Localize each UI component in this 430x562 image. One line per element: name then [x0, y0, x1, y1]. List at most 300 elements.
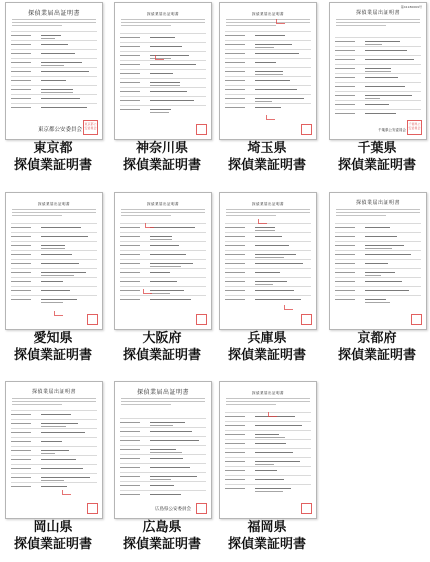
- row-value: [150, 290, 184, 291]
- row-label: [225, 452, 245, 453]
- text-line: [226, 25, 276, 26]
- row-value: [365, 302, 390, 303]
- certificate-title: 探偵業届出証明書: [252, 12, 284, 16]
- certificate-document-image[interactable]: [114, 2, 212, 140]
- red-stamp-mark: [54, 311, 63, 316]
- certificate-row: [11, 241, 97, 250]
- certificate-row: [335, 268, 421, 277]
- text-line: [12, 404, 62, 405]
- prefecture-name: 広島県: [142, 520, 182, 535]
- row-label: [120, 46, 140, 47]
- row-label: [225, 53, 245, 54]
- certificate-row: [225, 223, 311, 232]
- certificate-row: [225, 40, 311, 49]
- certificate-caption: [0, 330, 111, 364]
- row-value: [41, 480, 64, 481]
- certificate-row: [11, 428, 97, 437]
- row-value: [41, 275, 74, 276]
- text-line: [12, 401, 96, 402]
- certificate-document-image[interactable]: [219, 381, 317, 519]
- row-label: [335, 50, 355, 51]
- row-value: [365, 263, 388, 264]
- certificate-row: [11, 49, 97, 58]
- certificate-row: [11, 482, 97, 491]
- certificate-row: [120, 268, 206, 277]
- certificate-row: [11, 40, 97, 49]
- certificate-row: [335, 37, 421, 46]
- row-label: [11, 450, 31, 451]
- row-value: [150, 272, 170, 273]
- row-value: [41, 423, 78, 424]
- row-value: [255, 290, 294, 291]
- certificate-caption: [209, 330, 325, 364]
- row-value: [365, 98, 380, 99]
- certificate-row: [120, 87, 206, 96]
- row-value: [150, 82, 180, 83]
- row-value: [365, 113, 396, 114]
- certificate-row: [225, 457, 311, 466]
- text-line: [12, 22, 96, 23]
- row-value: [41, 62, 82, 63]
- row-label: [335, 68, 355, 69]
- certificate-document-image[interactable]: [5, 192, 103, 330]
- row-value: [150, 458, 183, 459]
- certificate-label: 探偵業証明書: [122, 537, 201, 552]
- row-value: [150, 299, 191, 300]
- certificate-caption: [319, 140, 430, 174]
- row-value: [41, 248, 65, 249]
- row-label: [11, 53, 31, 54]
- certificate-row: [335, 232, 421, 241]
- row-label: [11, 71, 31, 72]
- certificate-row: [335, 286, 421, 295]
- certificate-title: 探偵業届出証明書: [147, 12, 179, 16]
- row-label: [120, 272, 140, 273]
- row-label: [225, 107, 245, 108]
- certificate-label: 探偵業証明書: [227, 158, 306, 173]
- row-value: [150, 85, 180, 86]
- row-value: [365, 236, 397, 237]
- row-label: [120, 55, 140, 56]
- row-label: [225, 290, 245, 291]
- text-line: [226, 22, 310, 23]
- row-label: [11, 62, 31, 63]
- row-label: [335, 290, 355, 291]
- certificate-label: 探偵業証明書: [13, 158, 92, 173]
- row-label: [225, 80, 245, 81]
- row-label: [11, 299, 31, 300]
- row-value: [255, 281, 287, 282]
- row-label: [11, 272, 31, 273]
- certificate-row: [120, 436, 206, 445]
- row-value: [255, 425, 302, 426]
- row-value: [150, 431, 192, 432]
- row-value: [41, 98, 80, 99]
- row-value: [41, 432, 85, 433]
- prefecture-name: 東京都: [33, 141, 73, 156]
- row-value: [255, 284, 273, 285]
- row-label: [335, 254, 355, 255]
- row-label: [225, 89, 245, 90]
- certificate-title: 探偵業届出証明書: [38, 202, 70, 206]
- certificate-row: [335, 64, 421, 73]
- certificate-row: [120, 295, 206, 304]
- certificate-row: [11, 85, 97, 94]
- certificate-row: [335, 295, 421, 304]
- certificate-label: 探偵業証明書: [122, 158, 201, 173]
- row-label: [335, 86, 355, 87]
- certificate-row: [225, 76, 311, 85]
- row-value: [41, 254, 72, 255]
- certificate-row: [120, 259, 206, 268]
- row-value: [150, 263, 193, 264]
- row-value: [150, 467, 190, 468]
- row-value: [41, 89, 73, 90]
- row-value: [255, 464, 274, 465]
- certificate-row: [11, 446, 97, 455]
- row-value: [365, 95, 412, 96]
- row-value: [365, 275, 381, 276]
- certificate-row: [120, 223, 206, 232]
- row-label: [11, 441, 31, 442]
- prefecture-name: 京都府: [357, 331, 397, 346]
- text-line: [226, 401, 310, 402]
- certificate-row: [335, 73, 421, 82]
- row-label: [120, 100, 140, 101]
- certificate-row: [335, 55, 421, 64]
- text-line: [336, 25, 386, 26]
- row-label: [225, 263, 245, 264]
- row-label: [225, 425, 245, 426]
- row-label: [225, 35, 245, 36]
- certificate-document-image[interactable]: [5, 381, 103, 519]
- certificate-label: 探偵業証明書: [122, 348, 201, 363]
- row-label: [120, 254, 140, 255]
- row-value: [150, 449, 176, 450]
- certificate-row: [335, 82, 421, 91]
- certificate-document-image[interactable]: [219, 2, 317, 140]
- certificate-row: [225, 58, 311, 67]
- row-label: [225, 470, 245, 471]
- row-label: [225, 71, 245, 72]
- row-value: [41, 227, 81, 228]
- text-line: [336, 215, 386, 216]
- certificate-row: [335, 277, 421, 286]
- row-label: [11, 236, 31, 237]
- row-value: [41, 35, 61, 36]
- row-value: [150, 100, 194, 101]
- text-line: [226, 398, 310, 399]
- official-seal-icon: [87, 314, 98, 325]
- certificate-row: [120, 232, 206, 241]
- row-label: [11, 477, 31, 478]
- official-seal-icon: 千葉県公安委員会: [407, 120, 422, 135]
- row-label: [120, 422, 140, 423]
- row-label: [11, 486, 31, 487]
- row-label: [225, 227, 245, 228]
- certificate-title: 探偵業届出証明書: [252, 202, 284, 206]
- certificate-row: [225, 85, 311, 94]
- certificate-row: [225, 94, 311, 103]
- row-value: [365, 77, 398, 78]
- row-value: [41, 299, 77, 300]
- certificate-document-image[interactable]: [114, 192, 212, 330]
- certificate-row: [11, 268, 97, 277]
- row-label: [225, 254, 245, 255]
- row-label: [120, 431, 140, 432]
- row-value: [365, 290, 409, 291]
- row-label: [335, 245, 355, 246]
- row-value: [365, 272, 395, 273]
- text-line: [121, 22, 205, 23]
- row-label: [11, 89, 31, 90]
- certificate-document-image[interactable]: [114, 381, 212, 519]
- certificate-document-image[interactable]: [329, 2, 427, 140]
- row-value: [150, 46, 182, 47]
- red-stamp-mark: [145, 223, 154, 228]
- certificate-row: [120, 96, 206, 105]
- row-label: [120, 467, 140, 468]
- row-value: [150, 239, 172, 240]
- certificate-row: [11, 437, 97, 446]
- certificate-document-image[interactable]: [5, 2, 103, 140]
- certificate-row: [120, 490, 206, 499]
- row-value: [41, 450, 69, 451]
- row-value: [41, 459, 76, 460]
- row-label: [120, 281, 140, 282]
- certificate-row: [225, 103, 311, 112]
- row-value: [150, 422, 185, 423]
- row-label: [11, 245, 31, 246]
- text-line: [336, 22, 420, 23]
- row-label: [225, 281, 245, 282]
- row-label: [335, 272, 355, 273]
- row-label: [11, 107, 31, 108]
- certificate-row: [11, 295, 97, 304]
- row-value: [365, 50, 407, 51]
- certificate-row: [11, 76, 97, 85]
- row-value: [365, 245, 404, 246]
- row-label: [335, 113, 355, 114]
- row-value: [41, 468, 83, 469]
- prefecture-name: 福岡県: [247, 520, 287, 535]
- certificate-row: [11, 31, 97, 40]
- prefecture-name: 愛知県: [33, 331, 73, 346]
- row-value: [41, 281, 63, 282]
- certificate-row: [11, 232, 97, 241]
- certificate-row: [11, 286, 97, 295]
- row-value: [41, 38, 55, 39]
- text-line: [121, 215, 171, 216]
- certificate-row: [335, 223, 421, 232]
- row-value: [255, 101, 272, 102]
- row-value: [365, 86, 405, 87]
- row-label: [335, 95, 355, 96]
- certificate-label: 探偵業証明書: [13, 537, 92, 552]
- row-label: [120, 476, 140, 477]
- row-value: [365, 227, 390, 228]
- row-value: [255, 470, 277, 471]
- certificate-row: [225, 421, 311, 430]
- row-value: [255, 452, 293, 453]
- red-stamp-mark: [266, 115, 275, 120]
- text-line: [226, 404, 276, 405]
- certificate-document-image[interactable]: [329, 192, 427, 330]
- red-stamp-mark: [268, 412, 277, 417]
- red-stamp-mark: [276, 19, 285, 24]
- row-value: [41, 92, 73, 93]
- row-value: [255, 53, 299, 54]
- certificate-row: [225, 232, 311, 241]
- certificate-caption: [319, 330, 430, 364]
- certificate-row: [11, 455, 97, 464]
- row-value: [150, 73, 173, 74]
- row-value: [150, 112, 169, 113]
- row-label: [11, 44, 31, 45]
- row-value: [150, 476, 197, 477]
- row-label: [225, 461, 245, 462]
- row-value: [150, 440, 199, 441]
- row-label: [11, 80, 31, 81]
- row-label: [120, 37, 140, 38]
- row-value: [41, 263, 79, 264]
- row-value: [150, 494, 181, 495]
- row-value: [150, 293, 170, 294]
- text-line: [12, 398, 96, 399]
- row-label: [11, 459, 31, 460]
- certificate-row: [120, 250, 206, 259]
- certificate-title: 探偵業届出証明書: [27, 10, 80, 17]
- certificate-row: [225, 31, 311, 40]
- prefecture-name: 岡山県: [33, 520, 73, 535]
- row-value: [150, 266, 181, 267]
- row-label: [11, 432, 31, 433]
- text-line: [336, 209, 420, 210]
- row-label: [225, 236, 245, 237]
- certificate-label: 探偵業証明書: [337, 158, 416, 173]
- row-value: [255, 107, 281, 108]
- certificate-row: [335, 259, 421, 268]
- row-label: [120, 263, 140, 264]
- certificate-row: [11, 419, 97, 428]
- prefecture-name: 大阪府: [142, 331, 182, 346]
- certificate-row: [120, 60, 206, 69]
- row-label: [11, 468, 31, 469]
- certificate-row: [11, 410, 97, 419]
- issuer-name: 東京都公安委員会: [37, 127, 82, 133]
- row-value: [255, 479, 284, 480]
- row-value: [255, 236, 282, 237]
- row-label: [11, 254, 31, 255]
- text-line: [12, 212, 96, 213]
- row-value: [255, 443, 286, 444]
- row-value: [150, 227, 195, 228]
- certificate-title: 探偵業届出証明書: [136, 389, 189, 396]
- row-value: [255, 437, 285, 438]
- row-value: [255, 35, 285, 36]
- row-label: [225, 443, 245, 444]
- certificate-row: [120, 454, 206, 463]
- certificate-row: [120, 105, 206, 114]
- certificate-label: 探偵業証明書: [227, 348, 306, 363]
- row-value: [255, 272, 280, 273]
- row-label: [225, 416, 245, 417]
- text-line: [121, 209, 205, 210]
- row-label: [120, 290, 140, 291]
- row-label: [120, 440, 140, 441]
- row-label: [335, 236, 355, 237]
- certificate-row: [120, 418, 206, 427]
- certificate-row: [11, 277, 97, 286]
- certificate-label: 探偵業証明書: [13, 348, 92, 363]
- certificate-row: [11, 473, 97, 482]
- row-label: [335, 104, 355, 105]
- text-line: [121, 404, 171, 405]
- row-label: [120, 449, 140, 450]
- red-stamp-mark: [155, 55, 164, 60]
- certificate-row: [11, 67, 97, 76]
- row-value: [255, 44, 292, 45]
- row-value: [255, 62, 276, 63]
- certificate-row: [225, 259, 311, 268]
- row-label: [11, 281, 31, 282]
- row-value: [150, 245, 179, 246]
- row-label: [120, 91, 140, 92]
- certificate-row: [225, 475, 311, 484]
- issuer-name: 千葉県公安委員会: [378, 128, 406, 132]
- row-value: [41, 245, 65, 246]
- certificate-row: [11, 223, 97, 232]
- certificate-caption: [104, 140, 220, 174]
- row-value: [255, 254, 296, 255]
- official-seal-icon: [301, 503, 312, 514]
- row-value: [365, 71, 391, 72]
- official-seal-icon: [87, 503, 98, 514]
- text-line: [226, 212, 310, 213]
- row-value: [41, 486, 67, 487]
- certificate-row: [225, 268, 311, 277]
- row-label: [11, 263, 31, 264]
- certificate-document-image[interactable]: [219, 192, 317, 330]
- certificate-title: 探偵業届出証明書: [355, 10, 400, 16]
- row-value: [365, 68, 391, 69]
- text-line: [12, 215, 62, 216]
- row-value: [255, 80, 290, 81]
- row-value: [150, 254, 186, 255]
- row-value: [41, 80, 66, 81]
- row-value: [255, 488, 291, 489]
- certificate-row: [120, 445, 206, 454]
- row-value: [41, 272, 86, 273]
- certificate-row: [11, 94, 97, 103]
- row-value: [365, 59, 414, 60]
- row-value: [150, 236, 172, 237]
- row-value: [255, 434, 279, 435]
- row-value: [365, 281, 402, 282]
- row-value: [255, 74, 283, 75]
- row-value: [365, 41, 400, 42]
- row-value: [365, 299, 386, 300]
- certificate-row: [120, 42, 206, 51]
- row-value: [255, 47, 274, 48]
- row-label: [120, 109, 140, 110]
- row-value: [255, 299, 301, 300]
- certificate-title: 探偵業届出証明書: [355, 200, 400, 206]
- row-value: [255, 89, 297, 90]
- row-label: [335, 227, 355, 228]
- official-seal-icon: 東京都公安委員会: [83, 120, 98, 135]
- row-label: [120, 236, 140, 237]
